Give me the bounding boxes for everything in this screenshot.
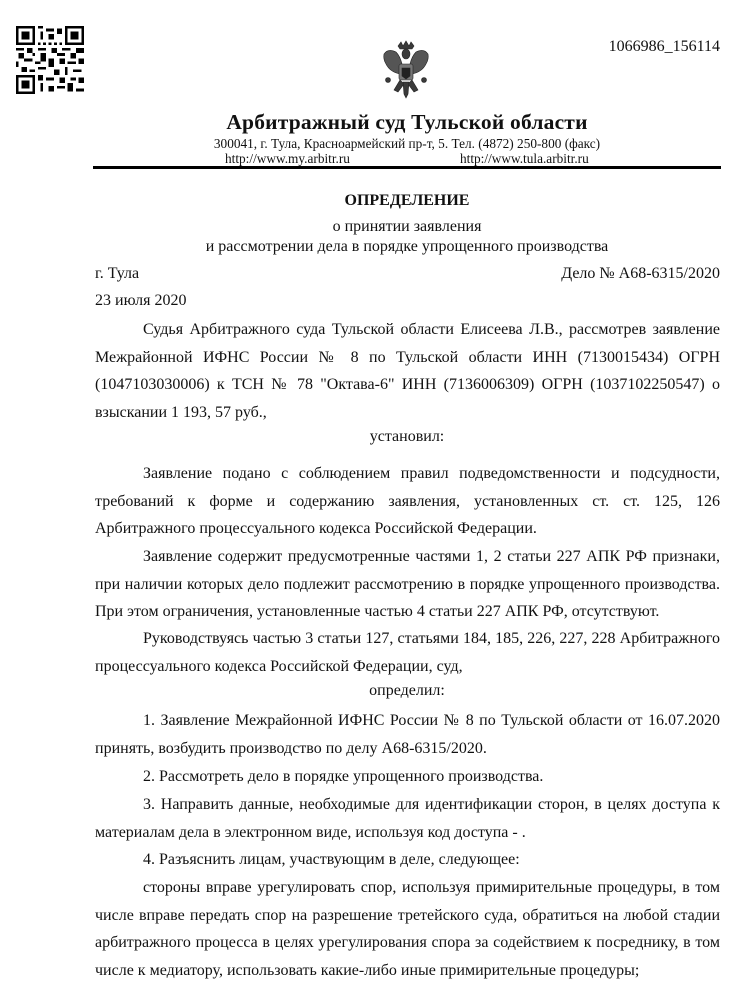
- url-my-arbitr[interactable]: http://www.my.arbitr.ru: [225, 151, 350, 166]
- established-label: установил:: [369, 428, 445, 445]
- qr-code-icon: [16, 26, 84, 94]
- item-4: [95, 846, 720, 874]
- intro-paragraph: [95, 316, 720, 426]
- paragraph-2: [95, 543, 720, 626]
- paragraph-3-text: Руководствуясь частью 3 статьи 127, статьями 184, 185, 226, 227, 228 Арбитражного процессуального кодекса Российской Федерации, суд,: [95, 630, 720, 675]
- document-id: 1066986_156114: [608, 38, 720, 55]
- item-4-detail-text: стороны вправе урегулировать спор, используя примирительные процедуры, в том числе вправе передать спор на разрешение третейского суда, обратиться на любой стадии арбитражного процесса в целях урегулирования спора за содействием к посреднику, в том числе к медиатору, использовать какие-либо иные примирительные процедуры;: [95, 879, 720, 979]
- paragraph-3: [95, 625, 720, 680]
- document-date: 23 июля 2020: [95, 292, 187, 309]
- item-3: [95, 791, 720, 846]
- determined-label: определил:: [369, 682, 445, 699]
- russian-coat-of-arms-icon: [378, 40, 434, 102]
- court-name: Арбитражный суд Тульской области: [226, 110, 588, 134]
- item-3-text: 3. Направить данные, необходимые для идентификации сторон, в целях доступа к материалам дела в электронном виде, используя код доступа - .: [95, 796, 720, 841]
- intro-text: Судья Арбитражного суда Тульской области Елисеева Л.В., рассмотрев заявление Межрайонной ИФНС России № 8 по Тульской области ИНН (7130015434) ОГРН (1047103030006) к ТСН № 78 "Октава-6" ИНН (7136006309) ОГРН (1037102250547) о взыскании 1 193, 57 руб.,: [95, 321, 720, 421]
- city: г. Тула: [95, 265, 140, 282]
- case-number: Дело № А68-6315/2020: [561, 265, 720, 282]
- item-4-text: 4. Разъяснить лицам, участвующим в деле, следующее:: [143, 851, 520, 868]
- header-divider: [93, 166, 721, 169]
- url-tula-arbitr[interactable]: http://www.tula.arbitr.ru: [460, 151, 589, 166]
- item-2-text: 2. Рассмотреть дело в порядке упрощенного производства.: [143, 768, 544, 785]
- item-4-detail: [95, 874, 720, 984]
- paragraph-2-text: Заявление содержит предусмотренные частями 1, 2 статьи 227 АПК РФ признаки, при наличии которых дело подлежит рассмотрению в порядке упрощенного производства. При этом ограничения, установленные частью 4 статьи 227 АПК РФ, отсутствуют.: [95, 548, 720, 620]
- item-1-text: 1. Заявление Межрайонной ИФНС России № 8 по Тульской области от 16.07.2020 принять, возбудить производство по делу А68-6315/2020.: [95, 712, 720, 757]
- document-subtitle-1: о принятии заявления: [332, 218, 482, 235]
- document-title: ОПРЕДЕЛЕНИЕ: [344, 192, 470, 209]
- item-1: [95, 707, 720, 762]
- paragraph-1: [95, 460, 720, 543]
- paragraph-1-text: Заявление подано с соблюдением правил подведомственности и подсудности, требований к форме и содержанию заявления, установленных ст. ст. 125, 126 Арбитражного процессуального кодекса Российской Федерации.: [95, 465, 720, 537]
- document-subtitle-2: и рассмотрении дела в порядке упрощенного производства: [205, 238, 609, 255]
- item-2: [95, 763, 720, 791]
- court-address: 300041, г. Тула, Красноармейский пр-т, 5. Тел. (4872) 250-800 (факс): [213, 136, 601, 151]
